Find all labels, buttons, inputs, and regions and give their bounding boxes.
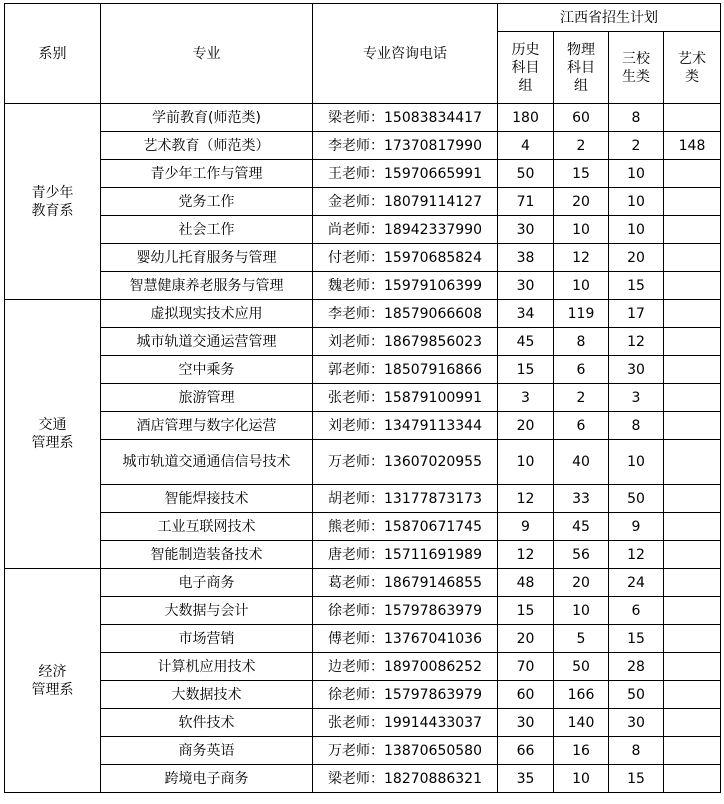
physics-count-cell: 15 bbox=[554, 160, 609, 188]
art-count-cell bbox=[664, 188, 721, 216]
major-cell: 青少年工作与管理 bbox=[101, 160, 313, 188]
physics-count-cell: 2 bbox=[554, 132, 609, 160]
physics-count-cell: 10 bbox=[554, 216, 609, 244]
physics-count-cell: 56 bbox=[554, 541, 609, 569]
history-count-cell: 20 bbox=[498, 625, 554, 653]
three-school-count-cell: 15 bbox=[609, 625, 664, 653]
three-school-count-cell: 20 bbox=[609, 244, 664, 272]
department-cell: 交通 管理系 bbox=[5, 300, 101, 569]
table-row bbox=[5, 440, 721, 485]
history-count-cell: 60 bbox=[498, 681, 554, 709]
major-cell: 学前教育(师范类) bbox=[101, 104, 313, 132]
history-count-cell: 3 bbox=[498, 384, 554, 412]
art-count-cell bbox=[664, 356, 721, 384]
physics-count-cell: 119 bbox=[554, 300, 609, 328]
major-cell: 工业互联网技术 bbox=[101, 513, 313, 541]
header-history: 历史 科目 组 bbox=[498, 32, 554, 104]
physics-count-cell: 5 bbox=[554, 625, 609, 653]
three-school-count-cell: 24 bbox=[609, 569, 664, 597]
header-plan: 江西省招生计划 bbox=[498, 4, 721, 32]
art-count-cell bbox=[664, 244, 721, 272]
phone-cell: 唐老师：15711691989 bbox=[313, 541, 498, 569]
phone-cell: 李老师：17370817990 bbox=[313, 132, 498, 160]
department-cell: 青少年 教育系 bbox=[5, 104, 101, 300]
table-row bbox=[5, 513, 721, 541]
three-school-count-cell: 17 bbox=[609, 300, 664, 328]
art-count-cell bbox=[664, 625, 721, 653]
history-count-cell: 71 bbox=[498, 188, 554, 216]
three-school-count-cell: 15 bbox=[609, 765, 664, 793]
art-count-cell bbox=[664, 328, 721, 356]
history-count-cell: 30 bbox=[498, 272, 554, 300]
art-count-cell bbox=[664, 104, 721, 132]
history-count-cell: 30 bbox=[498, 709, 554, 737]
art-count-cell bbox=[664, 513, 721, 541]
phone-cell: 张老师：15879100991 bbox=[313, 384, 498, 412]
major-cell: 婴幼儿托育服务与管理 bbox=[101, 244, 313, 272]
major-cell: 城市轨道交通通信信号技术 bbox=[101, 440, 313, 485]
three-school-count-cell: 10 bbox=[609, 188, 664, 216]
history-count-cell: 30 bbox=[498, 216, 554, 244]
major-cell: 智能制造装备技术 bbox=[101, 541, 313, 569]
header-major: 专业 bbox=[101, 4, 313, 104]
table-row bbox=[5, 681, 721, 709]
table-row bbox=[5, 412, 721, 440]
history-count-cell: 34 bbox=[498, 300, 554, 328]
physics-count-cell: 6 bbox=[554, 412, 609, 440]
physics-count-cell: 10 bbox=[554, 597, 609, 625]
major-cell: 党务工作 bbox=[101, 188, 313, 216]
history-count-cell: 4 bbox=[498, 132, 554, 160]
physics-count-cell: 45 bbox=[554, 513, 609, 541]
history-count-cell: 48 bbox=[498, 569, 554, 597]
table-row bbox=[5, 244, 721, 272]
history-count-cell: 15 bbox=[498, 597, 554, 625]
physics-count-cell: 20 bbox=[554, 188, 609, 216]
three-school-count-cell: 10 bbox=[609, 160, 664, 188]
major-cell: 空中乘务 bbox=[101, 356, 313, 384]
art-count-cell bbox=[664, 681, 721, 709]
history-count-cell: 70 bbox=[498, 653, 554, 681]
major-cell: 智慧健康养老服务与管理 bbox=[101, 272, 313, 300]
art-count-cell bbox=[664, 597, 721, 625]
header-three-school: 三校 生类 bbox=[609, 32, 664, 104]
major-cell: 虚拟现实技术应用 bbox=[101, 300, 313, 328]
enrollment-plan-table bbox=[4, 3, 721, 793]
three-school-count-cell: 6 bbox=[609, 597, 664, 625]
table-row bbox=[5, 328, 721, 356]
phone-cell: 傅老师：13767041036 bbox=[313, 625, 498, 653]
table-row bbox=[5, 132, 721, 160]
header-department: 系别 bbox=[5, 4, 101, 104]
art-count-cell bbox=[664, 160, 721, 188]
table-row bbox=[5, 569, 721, 597]
art-count-cell bbox=[664, 765, 721, 793]
header-art: 艺术 类 bbox=[664, 32, 721, 104]
three-school-count-cell: 30 bbox=[609, 356, 664, 384]
three-school-count-cell: 50 bbox=[609, 681, 664, 709]
history-count-cell: 50 bbox=[498, 160, 554, 188]
history-count-cell: 15 bbox=[498, 356, 554, 384]
art-count-cell bbox=[664, 272, 721, 300]
three-school-count-cell: 12 bbox=[609, 541, 664, 569]
phone-cell: 金老师：18079114127 bbox=[313, 188, 498, 216]
art-count-cell bbox=[664, 709, 721, 737]
table-row bbox=[5, 104, 721, 132]
three-school-count-cell: 15 bbox=[609, 272, 664, 300]
major-cell: 市场营销 bbox=[101, 625, 313, 653]
history-count-cell: 12 bbox=[498, 541, 554, 569]
header-physics: 物理 科目 组 bbox=[554, 32, 609, 104]
table-row bbox=[5, 300, 721, 328]
phone-cell: 魏老师：15979106399 bbox=[313, 272, 498, 300]
table-row bbox=[5, 653, 721, 681]
major-cell: 跨境电子商务 bbox=[101, 765, 313, 793]
phone-cell: 梁老师：15083834417 bbox=[313, 104, 498, 132]
art-count-cell bbox=[664, 440, 721, 485]
physics-count-cell: 33 bbox=[554, 485, 609, 513]
art-count-cell bbox=[664, 216, 721, 244]
major-cell: 酒店管理与数字化运营 bbox=[101, 412, 313, 440]
art-count-cell bbox=[664, 485, 721, 513]
phone-cell: 梁老师：18270886321 bbox=[313, 765, 498, 793]
phone-cell: 李老师：18579066608 bbox=[313, 300, 498, 328]
phone-cell: 张老师：19914433037 bbox=[313, 709, 498, 737]
header-row-1 bbox=[5, 4, 721, 32]
phone-cell: 熊老师：15870671745 bbox=[313, 513, 498, 541]
phone-cell: 边老师：18970086252 bbox=[313, 653, 498, 681]
table-row bbox=[5, 765, 721, 793]
physics-count-cell: 50 bbox=[554, 653, 609, 681]
phone-cell: 尚老师：18942337990 bbox=[313, 216, 498, 244]
history-count-cell: 20 bbox=[498, 412, 554, 440]
phone-cell: 徐老师：15797863979 bbox=[313, 597, 498, 625]
table-row bbox=[5, 188, 721, 216]
history-count-cell: 9 bbox=[498, 513, 554, 541]
table-row bbox=[5, 272, 721, 300]
major-cell: 智能焊接技术 bbox=[101, 485, 313, 513]
major-cell: 大数据与会计 bbox=[101, 597, 313, 625]
three-school-count-cell: 10 bbox=[609, 216, 664, 244]
major-cell: 计算机应用技术 bbox=[101, 653, 313, 681]
major-cell: 社会工作 bbox=[101, 216, 313, 244]
phone-cell: 刘老师：18679856023 bbox=[313, 328, 498, 356]
phone-cell: 万老师：13607020955 bbox=[313, 440, 498, 485]
physics-count-cell: 140 bbox=[554, 709, 609, 737]
major-cell: 艺术教育（师范类） bbox=[101, 132, 313, 160]
physics-count-cell: 8 bbox=[554, 328, 609, 356]
history-count-cell: 10 bbox=[498, 440, 554, 485]
table-row bbox=[5, 485, 721, 513]
major-cell: 软件技术 bbox=[101, 709, 313, 737]
phone-cell: 刘老师：13479113344 bbox=[313, 412, 498, 440]
history-count-cell: 66 bbox=[498, 737, 554, 765]
phone-cell: 徐老师：15797863979 bbox=[313, 681, 498, 709]
physics-count-cell: 12 bbox=[554, 244, 609, 272]
three-school-count-cell: 2 bbox=[609, 132, 664, 160]
phone-cell: 付老师：15970685824 bbox=[313, 244, 498, 272]
three-school-count-cell: 8 bbox=[609, 737, 664, 765]
art-count-cell bbox=[664, 384, 721, 412]
physics-count-cell: 10 bbox=[554, 765, 609, 793]
header-phone: 专业咨询电话 bbox=[313, 4, 498, 104]
art-count-cell bbox=[664, 412, 721, 440]
art-count-cell: 148 bbox=[664, 132, 721, 160]
major-cell: 大数据技术 bbox=[101, 681, 313, 709]
major-cell: 商务英语 bbox=[101, 737, 313, 765]
major-cell: 城市轨道交通运营管理 bbox=[101, 328, 313, 356]
physics-count-cell: 20 bbox=[554, 569, 609, 597]
three-school-count-cell: 8 bbox=[609, 412, 664, 440]
art-count-cell bbox=[664, 541, 721, 569]
phone-cell: 万老师：13870650580 bbox=[313, 737, 498, 765]
physics-count-cell: 60 bbox=[554, 104, 609, 132]
three-school-count-cell: 30 bbox=[609, 709, 664, 737]
history-count-cell: 45 bbox=[498, 328, 554, 356]
art-count-cell bbox=[664, 653, 721, 681]
physics-count-cell: 40 bbox=[554, 440, 609, 485]
three-school-count-cell: 8 bbox=[609, 104, 664, 132]
art-count-cell bbox=[664, 300, 721, 328]
table-body bbox=[5, 104, 721, 793]
art-count-cell bbox=[664, 737, 721, 765]
department-cell: 经济 管理系 bbox=[5, 569, 101, 793]
three-school-count-cell: 3 bbox=[609, 384, 664, 412]
three-school-count-cell: 50 bbox=[609, 485, 664, 513]
history-count-cell: 35 bbox=[498, 765, 554, 793]
table-row bbox=[5, 625, 721, 653]
history-count-cell: 180 bbox=[498, 104, 554, 132]
table-row bbox=[5, 160, 721, 188]
art-count-cell bbox=[664, 569, 721, 597]
table-row bbox=[5, 597, 721, 625]
three-school-count-cell: 28 bbox=[609, 653, 664, 681]
phone-cell: 葛老师：18679146855 bbox=[313, 569, 498, 597]
table-row bbox=[5, 709, 721, 737]
three-school-count-cell: 10 bbox=[609, 440, 664, 485]
physics-count-cell: 10 bbox=[554, 272, 609, 300]
physics-count-cell: 16 bbox=[554, 737, 609, 765]
history-count-cell: 12 bbox=[498, 485, 554, 513]
physics-count-cell: 6 bbox=[554, 356, 609, 384]
history-count-cell: 38 bbox=[498, 244, 554, 272]
table-row bbox=[5, 737, 721, 765]
phone-cell: 王老师：15970665991 bbox=[313, 160, 498, 188]
physics-count-cell: 2 bbox=[554, 384, 609, 412]
table-row bbox=[5, 216, 721, 244]
table-row bbox=[5, 384, 721, 412]
phone-cell: 郭老师：18507916866 bbox=[313, 356, 498, 384]
three-school-count-cell: 9 bbox=[609, 513, 664, 541]
table-row bbox=[5, 356, 721, 384]
three-school-count-cell: 12 bbox=[609, 328, 664, 356]
physics-count-cell: 166 bbox=[554, 681, 609, 709]
major-cell: 旅游管理 bbox=[101, 384, 313, 412]
phone-cell: 胡老师：13177873173 bbox=[313, 485, 498, 513]
table-row bbox=[5, 541, 721, 569]
major-cell: 电子商务 bbox=[101, 569, 313, 597]
